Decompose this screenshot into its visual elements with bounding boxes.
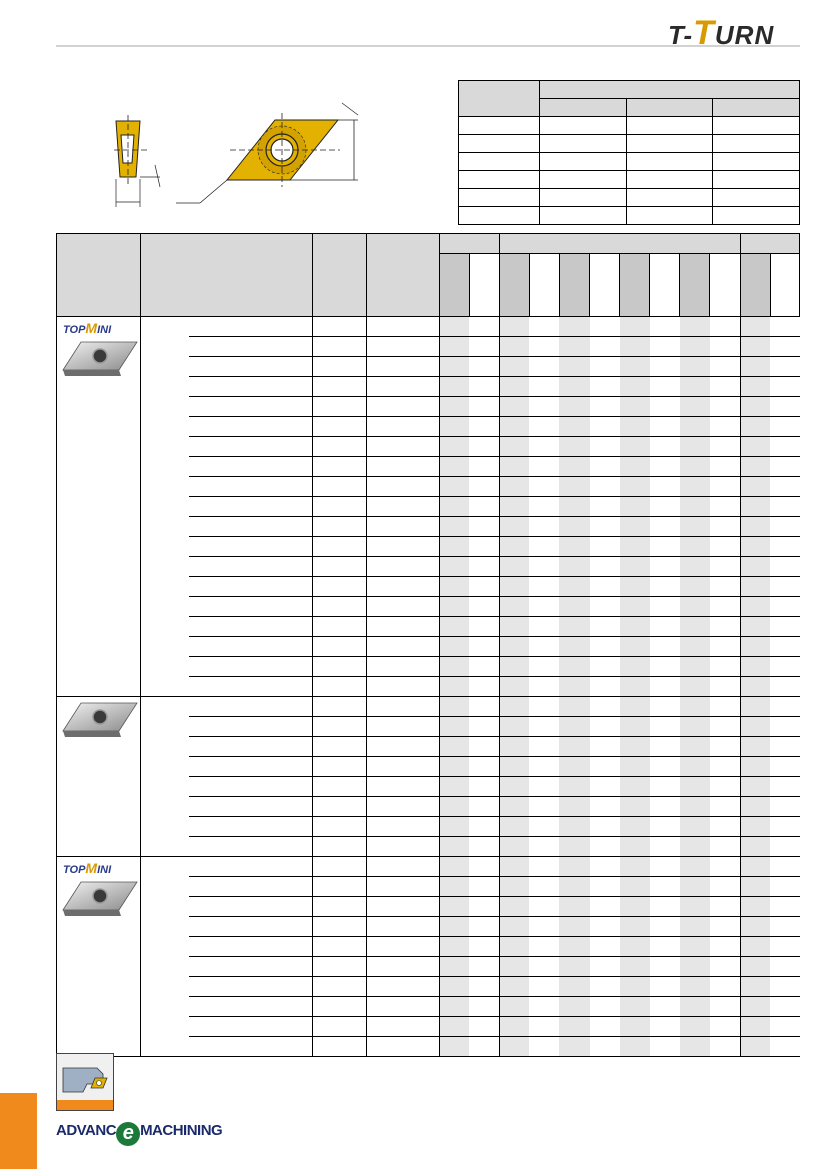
table-row [459, 207, 800, 225]
footer-logo: ADVANC e MACHINING [56, 1122, 223, 1144]
table-row [57, 317, 800, 337]
topmini-badge: TOPMINI [63, 320, 112, 336]
sub-group-cell [141, 697, 189, 857]
table-row [57, 857, 800, 877]
topmini-badge: TOPMINI [63, 860, 112, 876]
insert-top-view [176, 103, 358, 203]
insert-side-view [114, 115, 160, 207]
insert-photo-cell [57, 697, 141, 857]
insert-photo [57, 336, 141, 380]
table-row [459, 171, 800, 189]
insert-photo [57, 876, 141, 920]
application-icon-bar [57, 1100, 113, 1110]
table-row [459, 135, 800, 153]
application-icon [56, 1053, 114, 1111]
product-table [56, 233, 800, 1057]
table-row [459, 153, 800, 171]
dimension-table [458, 80, 800, 225]
table-row [459, 189, 800, 207]
table-row [459, 117, 800, 135]
insert-photo [57, 697, 141, 741]
brand-logo: T-TURN [668, 14, 775, 52]
insert-photo-cell [57, 857, 141, 1057]
insert-photo-cell [57, 317, 141, 697]
page-tab [0, 1093, 37, 1169]
insert-drawing [100, 95, 370, 210]
table-row [57, 697, 800, 717]
sub-group-cell [141, 317, 189, 697]
sub-group-cell [141, 857, 189, 1057]
